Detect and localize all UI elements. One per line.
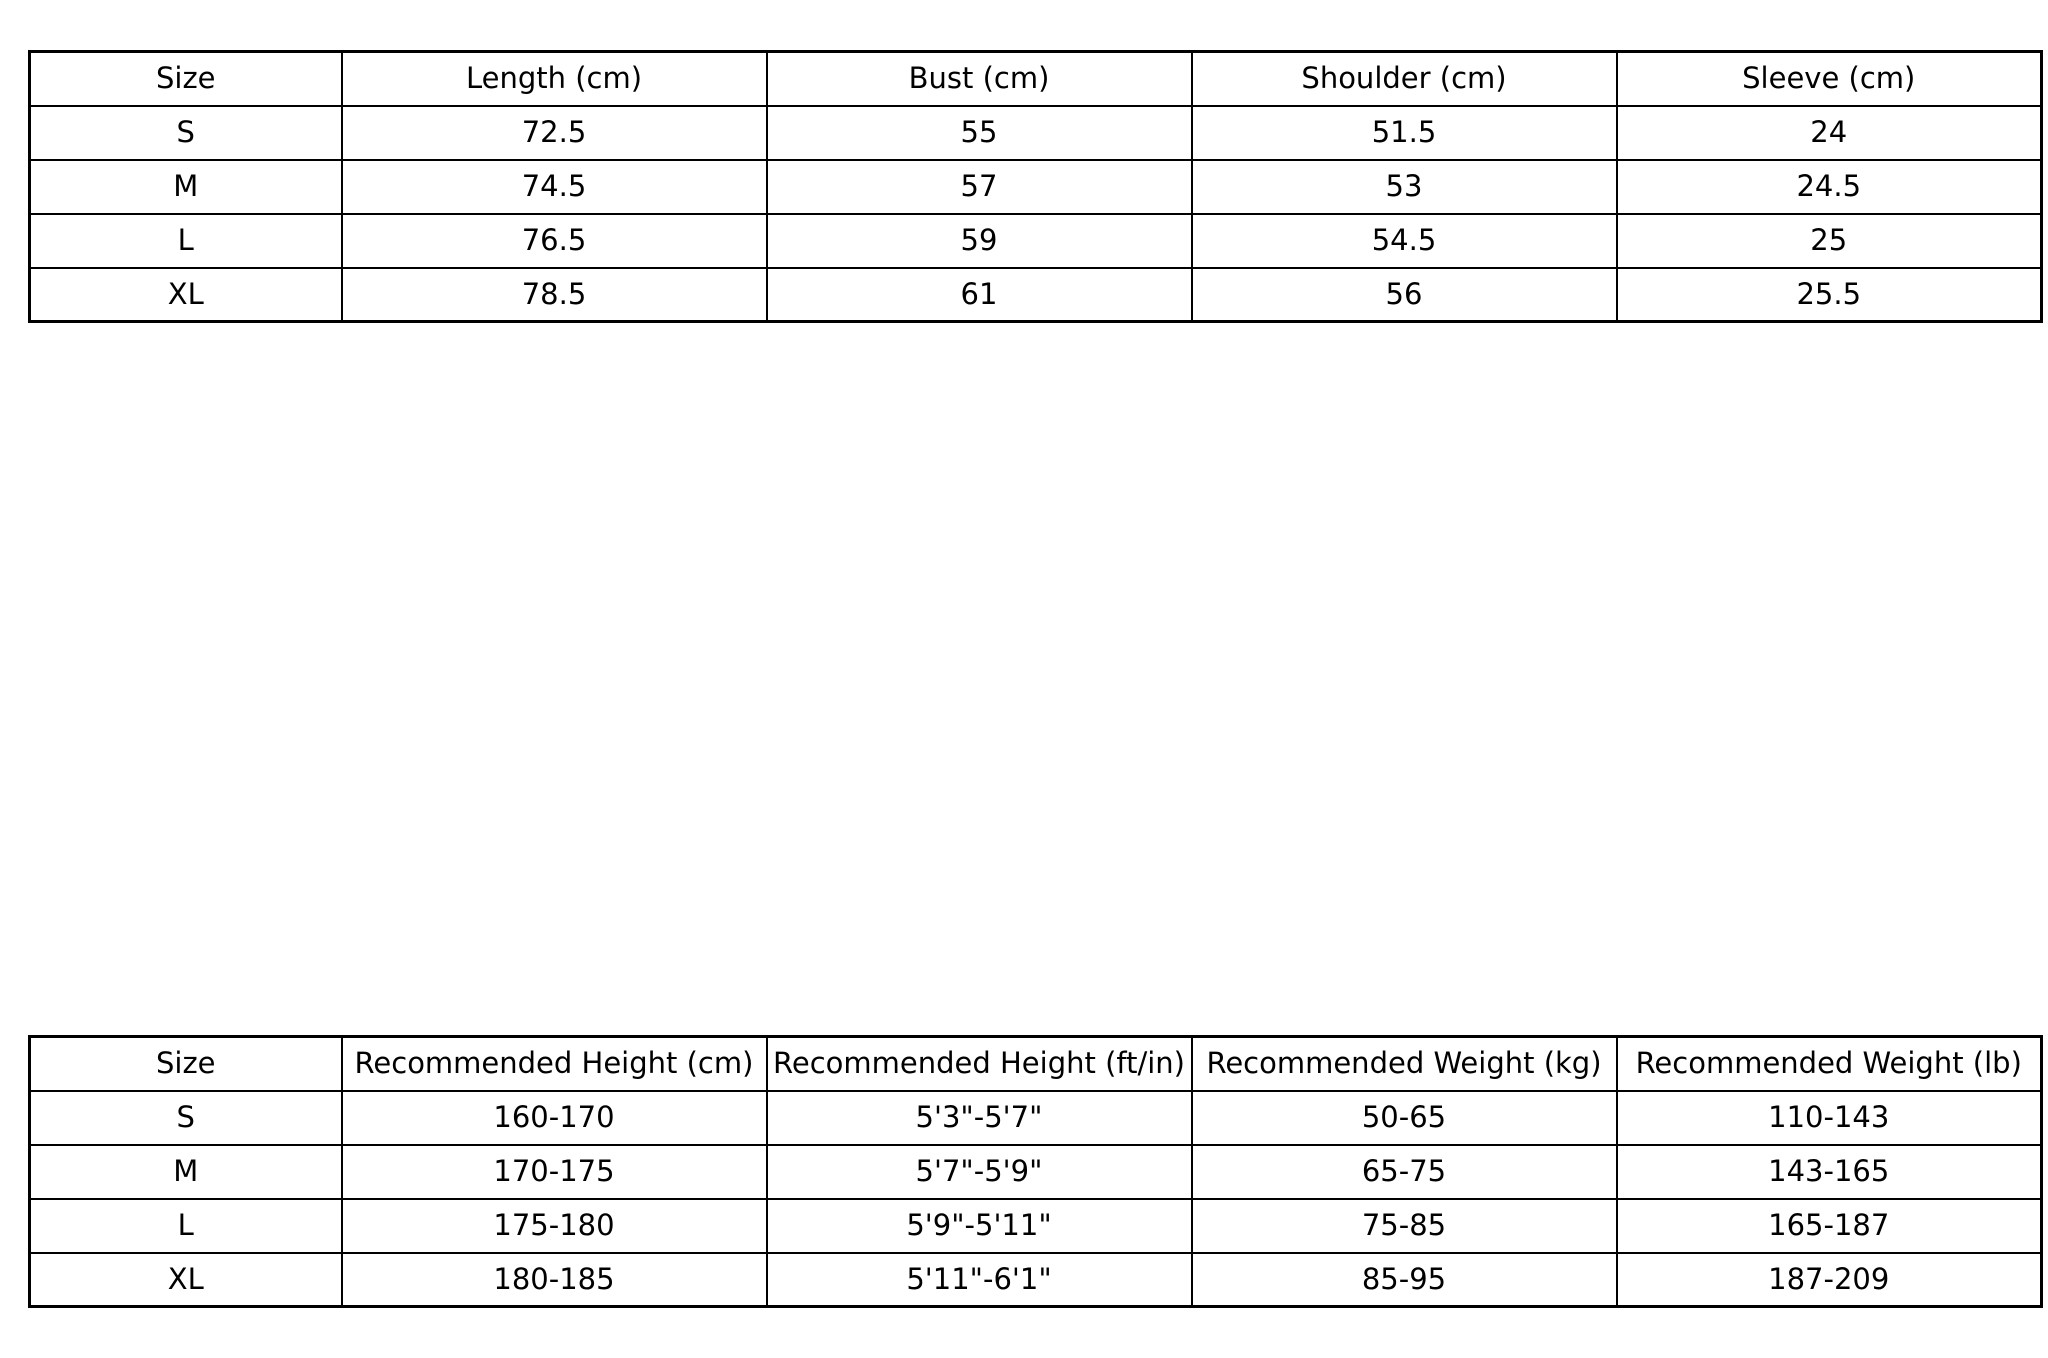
table-row: [30, 106, 2042, 160]
column-header-weight-kg: [1192, 1037, 1617, 1091]
cell-size: M: [30, 160, 342, 214]
cell-weight-lb: 187-209: [1617, 1253, 2042, 1307]
recommended-fit-section: [28, 1035, 2043, 1308]
cell-size: XL: [30, 268, 342, 322]
cell-weight-kg: 65-75: [1192, 1145, 1617, 1199]
table-row: [30, 1253, 2042, 1307]
column-header-height-ftin-label: Recommended Height (ft/in): [773, 1045, 1185, 1080]
cell-size: L: [30, 1199, 342, 1253]
cell-height-cm: 180-185: [342, 1253, 767, 1307]
cell-shoulder: 53: [1192, 160, 1617, 214]
cell-sleeve: 25: [1617, 214, 2042, 268]
cell-shoulder: 51.5: [1192, 106, 1617, 160]
column-header-length: Length (cm): [342, 52, 767, 106]
table-row: [30, 1091, 2042, 1145]
cell-height-ftin: 5'9"-5'11": [767, 1199, 1192, 1253]
cell-shoulder: 54.5: [1192, 214, 1617, 268]
cell-height-cm: 170-175: [342, 1145, 767, 1199]
cell-length: 78.5: [342, 268, 767, 322]
column-header-weight-lb-label: Recommended Weight (lb): [1635, 1045, 2022, 1080]
column-header-height-cm: [342, 1037, 767, 1091]
garment-measurements-section: [28, 50, 2043, 323]
cell-sleeve: 24.5: [1617, 160, 2042, 214]
column-header-weight-lb: [1617, 1037, 2042, 1091]
cell-length: 72.5: [342, 106, 767, 160]
cell-weight-lb: 110-143: [1617, 1091, 2042, 1145]
cell-size: S: [30, 106, 342, 160]
table-header-row: [30, 1037, 2042, 1091]
table-header-row: [30, 52, 2042, 106]
cell-size: S: [30, 1091, 342, 1145]
cell-shoulder: 56: [1192, 268, 1617, 322]
cell-bust: 57: [767, 160, 1192, 214]
cell-size: XL: [30, 1253, 342, 1307]
cell-sleeve: 24: [1617, 106, 2042, 160]
column-header-shoulder: Shoulder (cm): [1192, 52, 1617, 106]
cell-height-cm: 160-170: [342, 1091, 767, 1145]
column-header-size: Size: [30, 52, 342, 106]
cell-weight-lb: 143-165: [1617, 1145, 2042, 1199]
column-header-height-ftin: [767, 1037, 1192, 1091]
cell-weight-kg: 50-65: [1192, 1091, 1617, 1145]
table-row: [30, 214, 2042, 268]
table-row: [30, 1199, 2042, 1253]
column-header-size: Size: [30, 1037, 342, 1091]
table-row: [30, 160, 2042, 214]
cell-size: M: [30, 1145, 342, 1199]
garment-measurements-table: [28, 50, 2043, 323]
cell-height-ftin: 5'7"-5'9": [767, 1145, 1192, 1199]
cell-sleeve: 25.5: [1617, 268, 2042, 322]
cell-height-cm: 175-180: [342, 1199, 767, 1253]
cell-weight-lb: 165-187: [1617, 1199, 2042, 1253]
cell-length: 76.5: [342, 214, 767, 268]
column-header-weight-kg-label: Recommended Weight (kg): [1206, 1045, 1602, 1080]
column-header-sleeve: Sleeve (cm): [1617, 52, 2042, 106]
column-header-bust: Bust (cm): [767, 52, 1192, 106]
cell-length: 74.5: [342, 160, 767, 214]
cell-height-ftin: 5'11"-6'1": [767, 1253, 1192, 1307]
cell-height-ftin: 5'3"-5'7": [767, 1091, 1192, 1145]
table-row: [30, 1145, 2042, 1199]
cell-size: L: [30, 214, 342, 268]
table-row: [30, 268, 2042, 322]
cell-weight-kg: 75-85: [1192, 1199, 1617, 1253]
cell-bust: 59: [767, 214, 1192, 268]
column-header-height-cm-label: Recommended Height (cm): [354, 1045, 754, 1080]
cell-weight-kg: 85-95: [1192, 1253, 1617, 1307]
cell-bust: 55: [767, 106, 1192, 160]
cell-bust: 61: [767, 268, 1192, 322]
recommended-fit-table: [28, 1035, 2043, 1308]
